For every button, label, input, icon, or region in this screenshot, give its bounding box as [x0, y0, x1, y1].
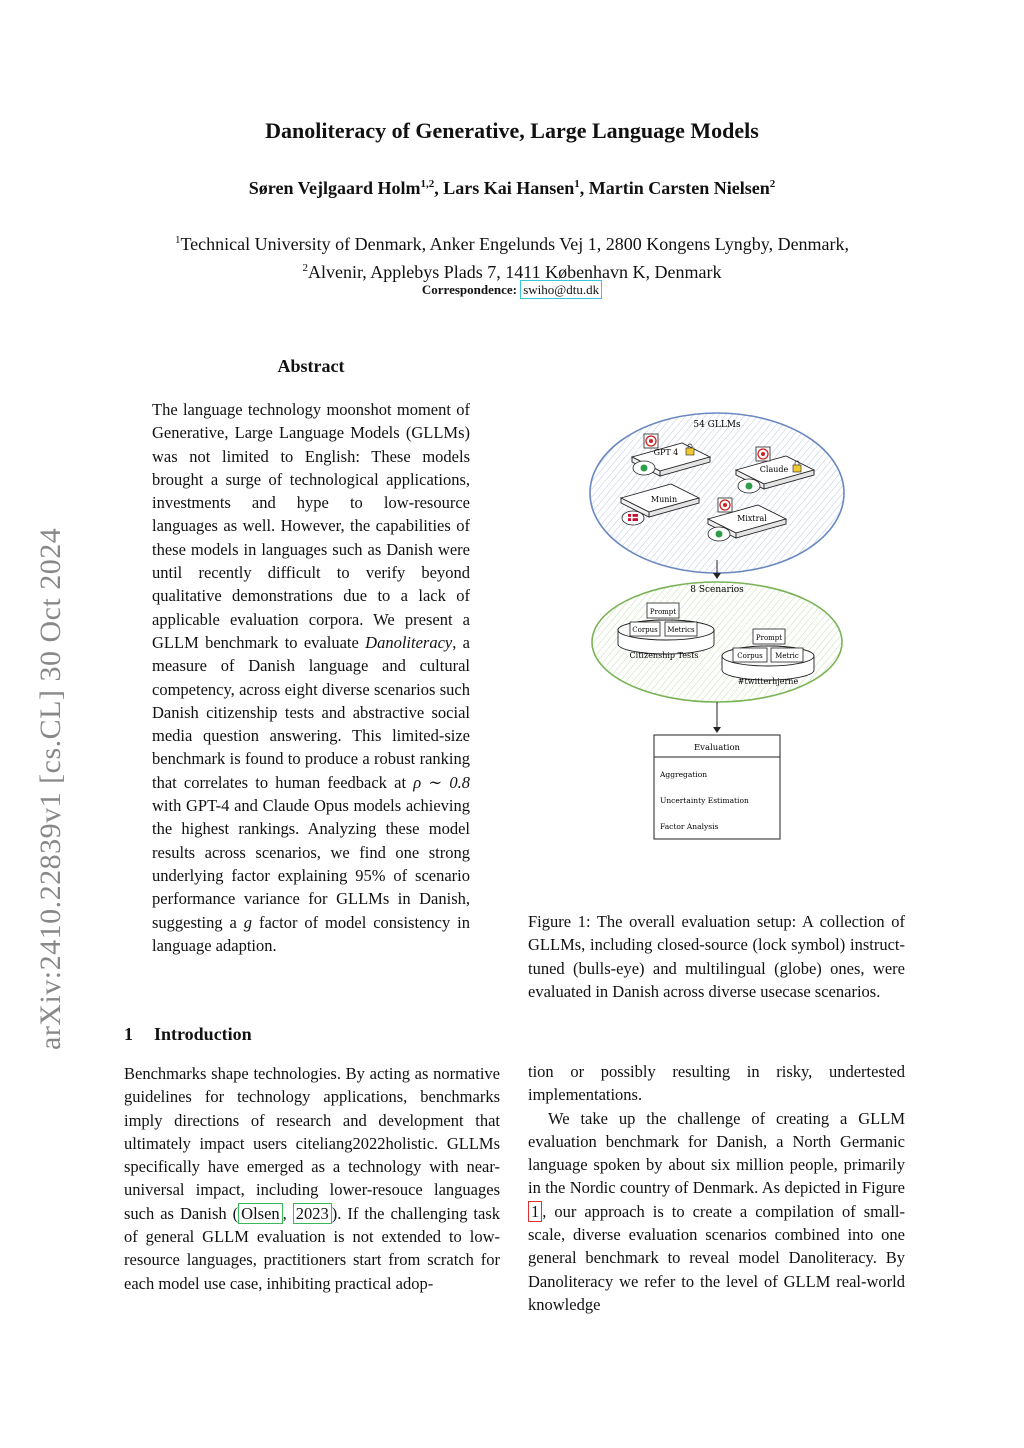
evaluation-item: Aggregation — [660, 770, 708, 779]
correspondence-label: Correspondence: — [421, 282, 517, 297]
figure-caption: Figure 1: The overall evaluation setup: A collection of GLLMs, including closed-source (lock symbol) instruct-tuned (bulls-eye) and multilingual (globe) ones, were evaluated in Danish across diverse usecase scenarios. — [528, 912, 905, 1001]
globe-icon — [708, 527, 730, 541]
model-label: GPT 4 — [653, 448, 679, 457]
author-affil-marker: 1,2 — [420, 178, 435, 190]
scenario-prompt-label: Prompt — [649, 608, 677, 616]
danish-flag-icon — [622, 511, 644, 525]
correspondence-email-link[interactable]: swiho@dtu.dk — [520, 280, 602, 299]
abstract-span: , a measure of Danish language and cultural competency, across eight diverse scenarios such Danish citizenship tests and abstractive social media question answering. This limited-size benchmark is found to produce a robust ranking that correlates to human feedback at — [152, 632, 470, 792]
paragraph-span: We take up the challenge of creating a GLLM evaluation benchmark for Danish, a North Germanic language spoken by about six million people, primarily in the Nordic country of Denmark. As depicted in Figure — [528, 1108, 905, 1198]
abstract-emphasis: Danoliteracy — [365, 632, 453, 652]
affiliation-text: Alvenir, Applebys Plads 7, 1411 København K, Denmark — [307, 262, 722, 282]
figure-1-diagram — [586, 410, 848, 860]
models-ellipse — [590, 413, 844, 573]
model-label: Munin — [650, 495, 678, 504]
scenario-prompt-label: Prompt — [755, 634, 783, 642]
abstract-span: factor of model consistency in language adaption. — [152, 912, 470, 955]
abstract-text — [152, 398, 470, 957]
introduction-paragraph — [124, 1062, 500, 1295]
affiliation-text: Technical University of Denmark, Anker Engelunds Vej 1, 2800 Kongens Lyngby, Denmark, — [180, 234, 850, 254]
correspondence-line — [0, 282, 1024, 298]
bullseye-icon — [756, 447, 770, 461]
bullseye-icon — [644, 434, 658, 448]
scenarios-title: 8 Scenarios — [690, 585, 744, 595]
model-label: Claude — [759, 465, 789, 474]
scenario-metric-label: Metric — [775, 652, 799, 660]
citation-link[interactable]: Olsen — [238, 1203, 283, 1224]
scenario-corpus-label: Corpus — [632, 626, 658, 634]
affil-marker: 2 — [302, 262, 308, 274]
paragraph — [528, 1107, 905, 1317]
evaluation-item: Factor Analysis — [660, 822, 719, 831]
figure-ref-link[interactable]: 1 — [528, 1201, 542, 1222]
evaluation-box — [654, 735, 780, 839]
globe-icon — [738, 479, 760, 493]
scenario-corpus-label: Corpus — [737, 652, 763, 660]
scenario-metric-label: Metrics — [667, 626, 695, 634]
abstract-span: of scenario performance variance for GLLMs in Danish, suggesting a — [152, 865, 470, 932]
section-title: Introduction — [154, 1024, 252, 1044]
abstract-math: 95% — [355, 865, 386, 885]
intro-span: Benchmarks shape technologies. By acting as normative guidelines for technology applications, benchmarks imply directions of research and development that ultimately impact users citeliang2022holistic. GLLMs specifically have emerged as a technology with near-universal impact, including lower-resouce languages such as Danish ( — [124, 1064, 500, 1223]
affiliation-line — [0, 256, 1024, 284]
section-number: 1 — [124, 1024, 133, 1044]
scenario-name: Citizenship Tests — [629, 651, 699, 660]
author-affil-marker: 1 — [574, 178, 580, 190]
paragraph-span: , our approach is to create a compilation of small-scale, diverse evaluation scenarios combined into one general benchmark to reveal model Danoliteracy. By Danoliteracy we refer to the level of GLLM real-world knowledge — [528, 1201, 905, 1314]
abstract-math: g — [243, 912, 253, 932]
author-list: Søren Vejlgaard Holm$^{1,2}$, Lars Kai Hansen$^1$, Martin Carsten Nielsen$^2$ — [248, 178, 776, 198]
affiliations — [0, 228, 1024, 284]
citation-year-link[interactable]: 2023 — [293, 1203, 332, 1224]
author-name: Martin Carsten Nielsen — [588, 178, 770, 198]
models-title: 54 GLLMs — [693, 420, 741, 430]
affil-marker: 1 — [174, 234, 181, 246]
abstract-span: The language technology moonshot moment of Generative, Large Language Models (GLLMs) was not limited to English: These models brought a surge of technological applications, investments and hype to low-resource languages as well. However, the capabilities of these models in languages such as Danish were until recently difficult to verify beyond qualitative demonstrations due to a lack of applicable evaluation corpora. We present a GLLM benchmark to evaluate — [152, 400, 470, 652]
author-name: Søren Vejlgaard Holm — [248, 178, 421, 198]
scenario-name: #twitterhjerne — [737, 677, 799, 686]
flow-arrow — [713, 702, 721, 733]
abstract-heading: Abstract — [277, 356, 345, 376]
evaluation-title: Evaluation — [693, 743, 741, 753]
abstract-math: ρ ∼ 0.8 — [413, 772, 470, 792]
section-heading-introduction — [124, 1024, 252, 1045]
intro-span: ). If the challenging task of general GLLM evaluation is not extended to low-resource languages, practitioners start from scratch for each model use case, inhibiting practical adop- — [124, 1203, 501, 1293]
bullseye-icon — [718, 498, 732, 512]
intro-span: , — [282, 1203, 293, 1223]
arxiv-stamp: arXiv:2410.22839v1 [cs.CL] 30 Oct 2024 — [34, 527, 67, 1050]
author-name: Lars Kai Hansen — [443, 178, 575, 198]
right-column-body — [528, 1060, 905, 1316]
model-label: Mixtral — [737, 514, 767, 523]
affiliation-line — [0, 228, 1024, 256]
abstract-span: with GPT-4 and Claude Opus models achieving the highest rankings. Analyzing these model results across scenarios, we find one strong underlying factor explaining — [152, 796, 470, 885]
paper-title: Danoliteracy of Generative, Large Language Models — [265, 118, 759, 143]
globe-icon — [633, 461, 655, 475]
author-affil-marker: 2 — [769, 178, 776, 190]
evaluation-item: Uncertainty Estimation — [660, 796, 749, 805]
paragraph: tion or possibly resulting in risky, undertested implementations. — [528, 1062, 905, 1105]
